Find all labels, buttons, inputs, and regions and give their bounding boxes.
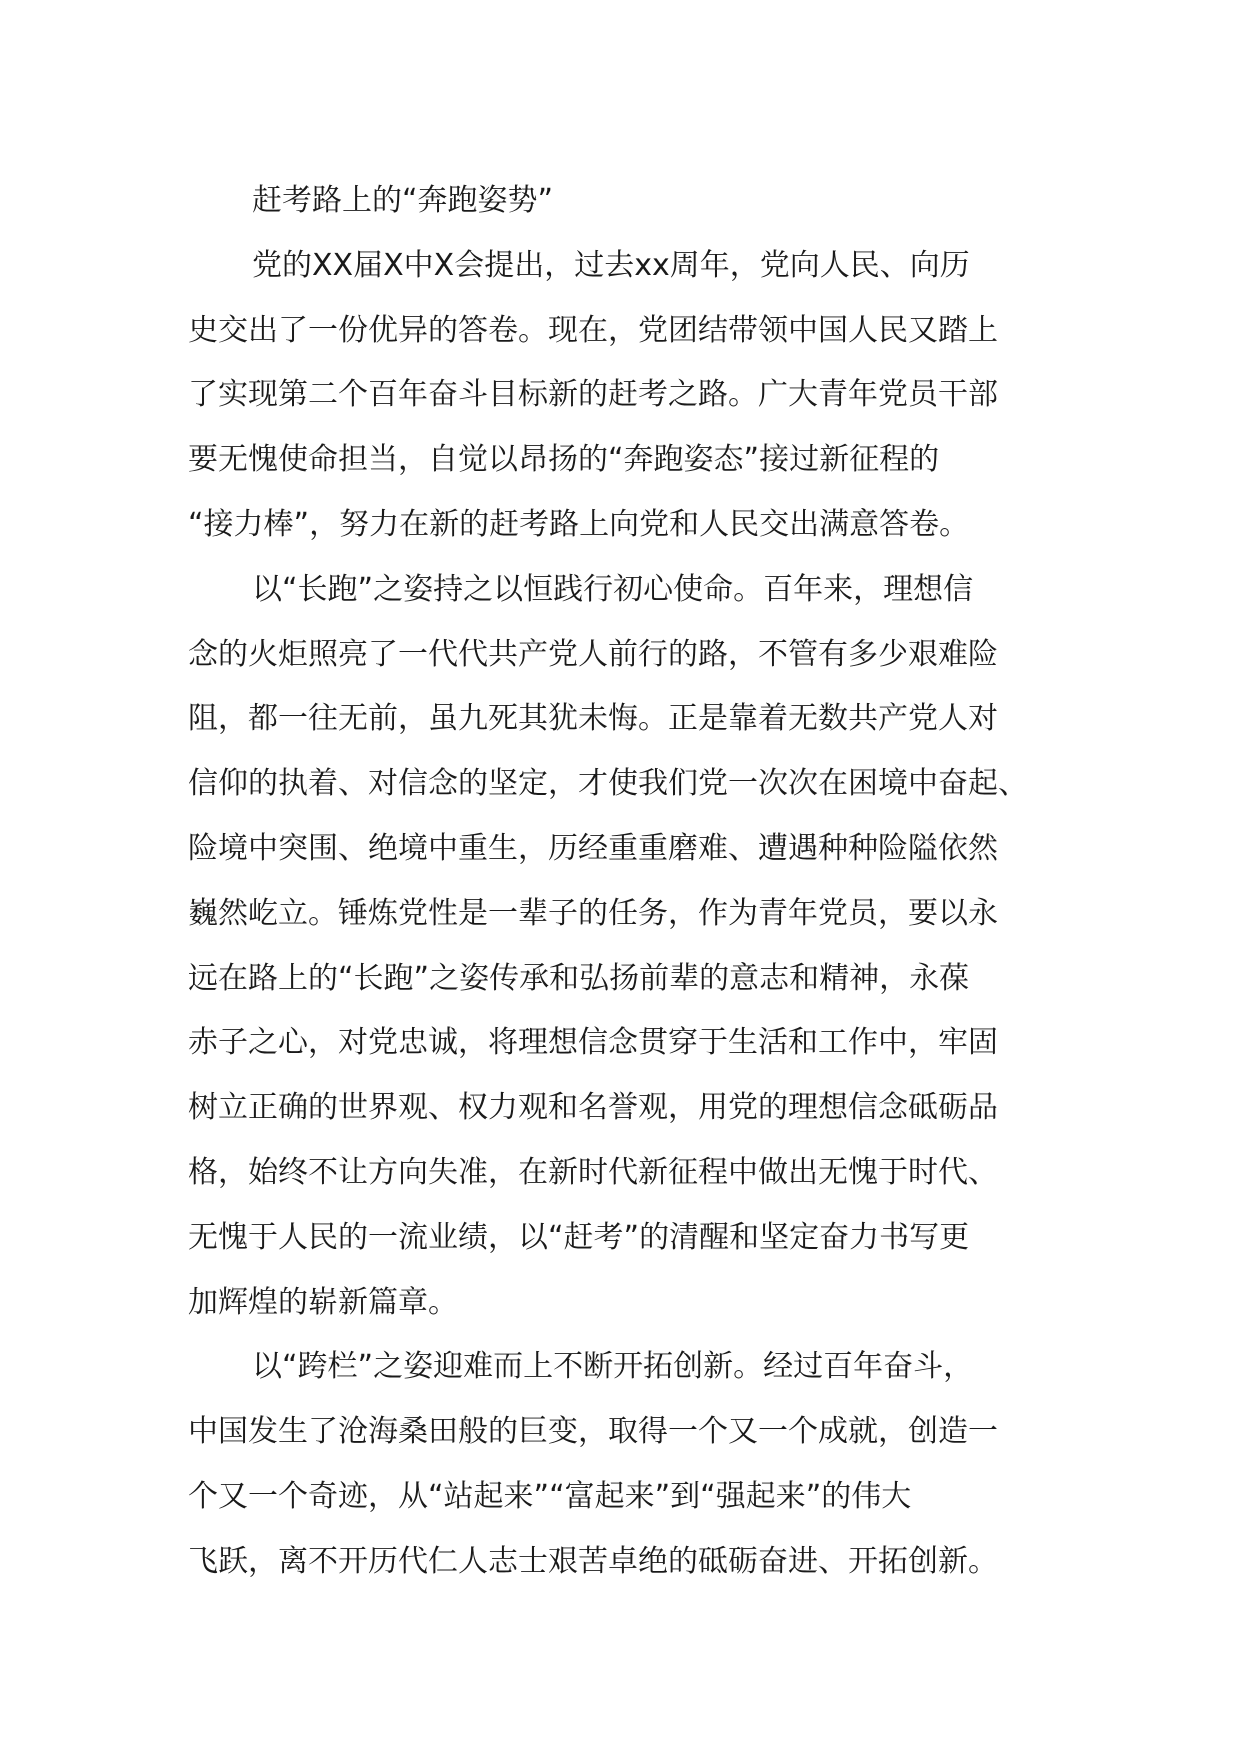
paragraph-line: 赤子之心，对党忠诚，将理想信念贯穿于生活和工作中，牢固 — [188, 1025, 998, 1061]
paragraph-line: 信仰的执着、对信念的坚定，才使我们党一次次在困境中奋起、 — [188, 766, 1028, 802]
paragraph-line: 加辉煌的崭新篇章。 — [188, 1284, 458, 1320]
paragraph-line: 中国发生了沧海桑田般的巨变，取得一个又一个成就，创造一 — [188, 1414, 998, 1450]
paragraph — [188, 558, 1063, 1336]
paragraph-line: 格，始终不让方向失准，在新时代新征程中做出无愧于时代、 — [188, 1154, 998, 1190]
paragraph-line: 树立正确的世界观、权力观和名誉观，用党的理想信念砥砺品 — [188, 1090, 998, 1126]
paragraph — [188, 234, 1063, 558]
paragraph-line: 远在路上的“长跑”之姿传承和弘扬前辈的意志和精神，永葆 — [188, 960, 970, 996]
document-body — [188, 169, 1063, 1595]
paragraph-line: 要无愧使命担当，自觉以昂扬的“奔跑姿态”接过新征程的 — [188, 442, 940, 478]
paragraph-line: 无愧于人民的一流业绩，以“赶考”的清醒和坚定奋力书写更 — [188, 1219, 970, 1255]
document-title: 赶考路上的“奔跑姿势” — [252, 183, 554, 218]
paragraph-line: 飞跃，离不开历代仁人志士艰苦卓绝的砥砺奋进、开拓创新。 — [188, 1543, 998, 1579]
paragraph-line: 以“长跑”之姿持之以恒践行初心使命。百年来，理想信 — [252, 571, 974, 607]
paragraph-line: 个又一个奇迹，从“站起来”“富起来”到“强起来”的伟大 — [188, 1478, 912, 1514]
paragraph-line: “接力棒”，努力在新的赶考路上向党和人民交出满意答卷。 — [188, 506, 970, 542]
paragraph-line: 史交出了一份优异的答卷。现在，党团结带领中国人民又踏上 — [188, 312, 998, 348]
paragraph-line: 巍然屹立。锤炼党性是一辈子的任务，作为青年党员，要以永 — [188, 895, 998, 931]
paragraph-line: 念的火炬照亮了一代代共产党人前行的路，不管有多少艰难险 — [188, 636, 998, 672]
paragraph-line: 阻，都一往无前，虽九死其犹未悔。正是靠着无数共产党人对 — [188, 701, 998, 737]
paragraph-line: 党的XX届X中X会提出，过去xx周年，党向人民、向历 — [252, 247, 970, 283]
paragraph — [188, 1335, 1063, 1594]
paragraph-line: 以“跨栏”之姿迎难而上不断开拓创新。经过百年奋斗， — [252, 1349, 974, 1385]
paragraph-line: 了实现第二个百年奋斗目标新的赶考之路。广大青年党员干部 — [188, 377, 998, 413]
paragraph-line: 险境中突围、绝境中重生，历经重重磨难、遭遇种种险隘依然 — [188, 830, 998, 866]
